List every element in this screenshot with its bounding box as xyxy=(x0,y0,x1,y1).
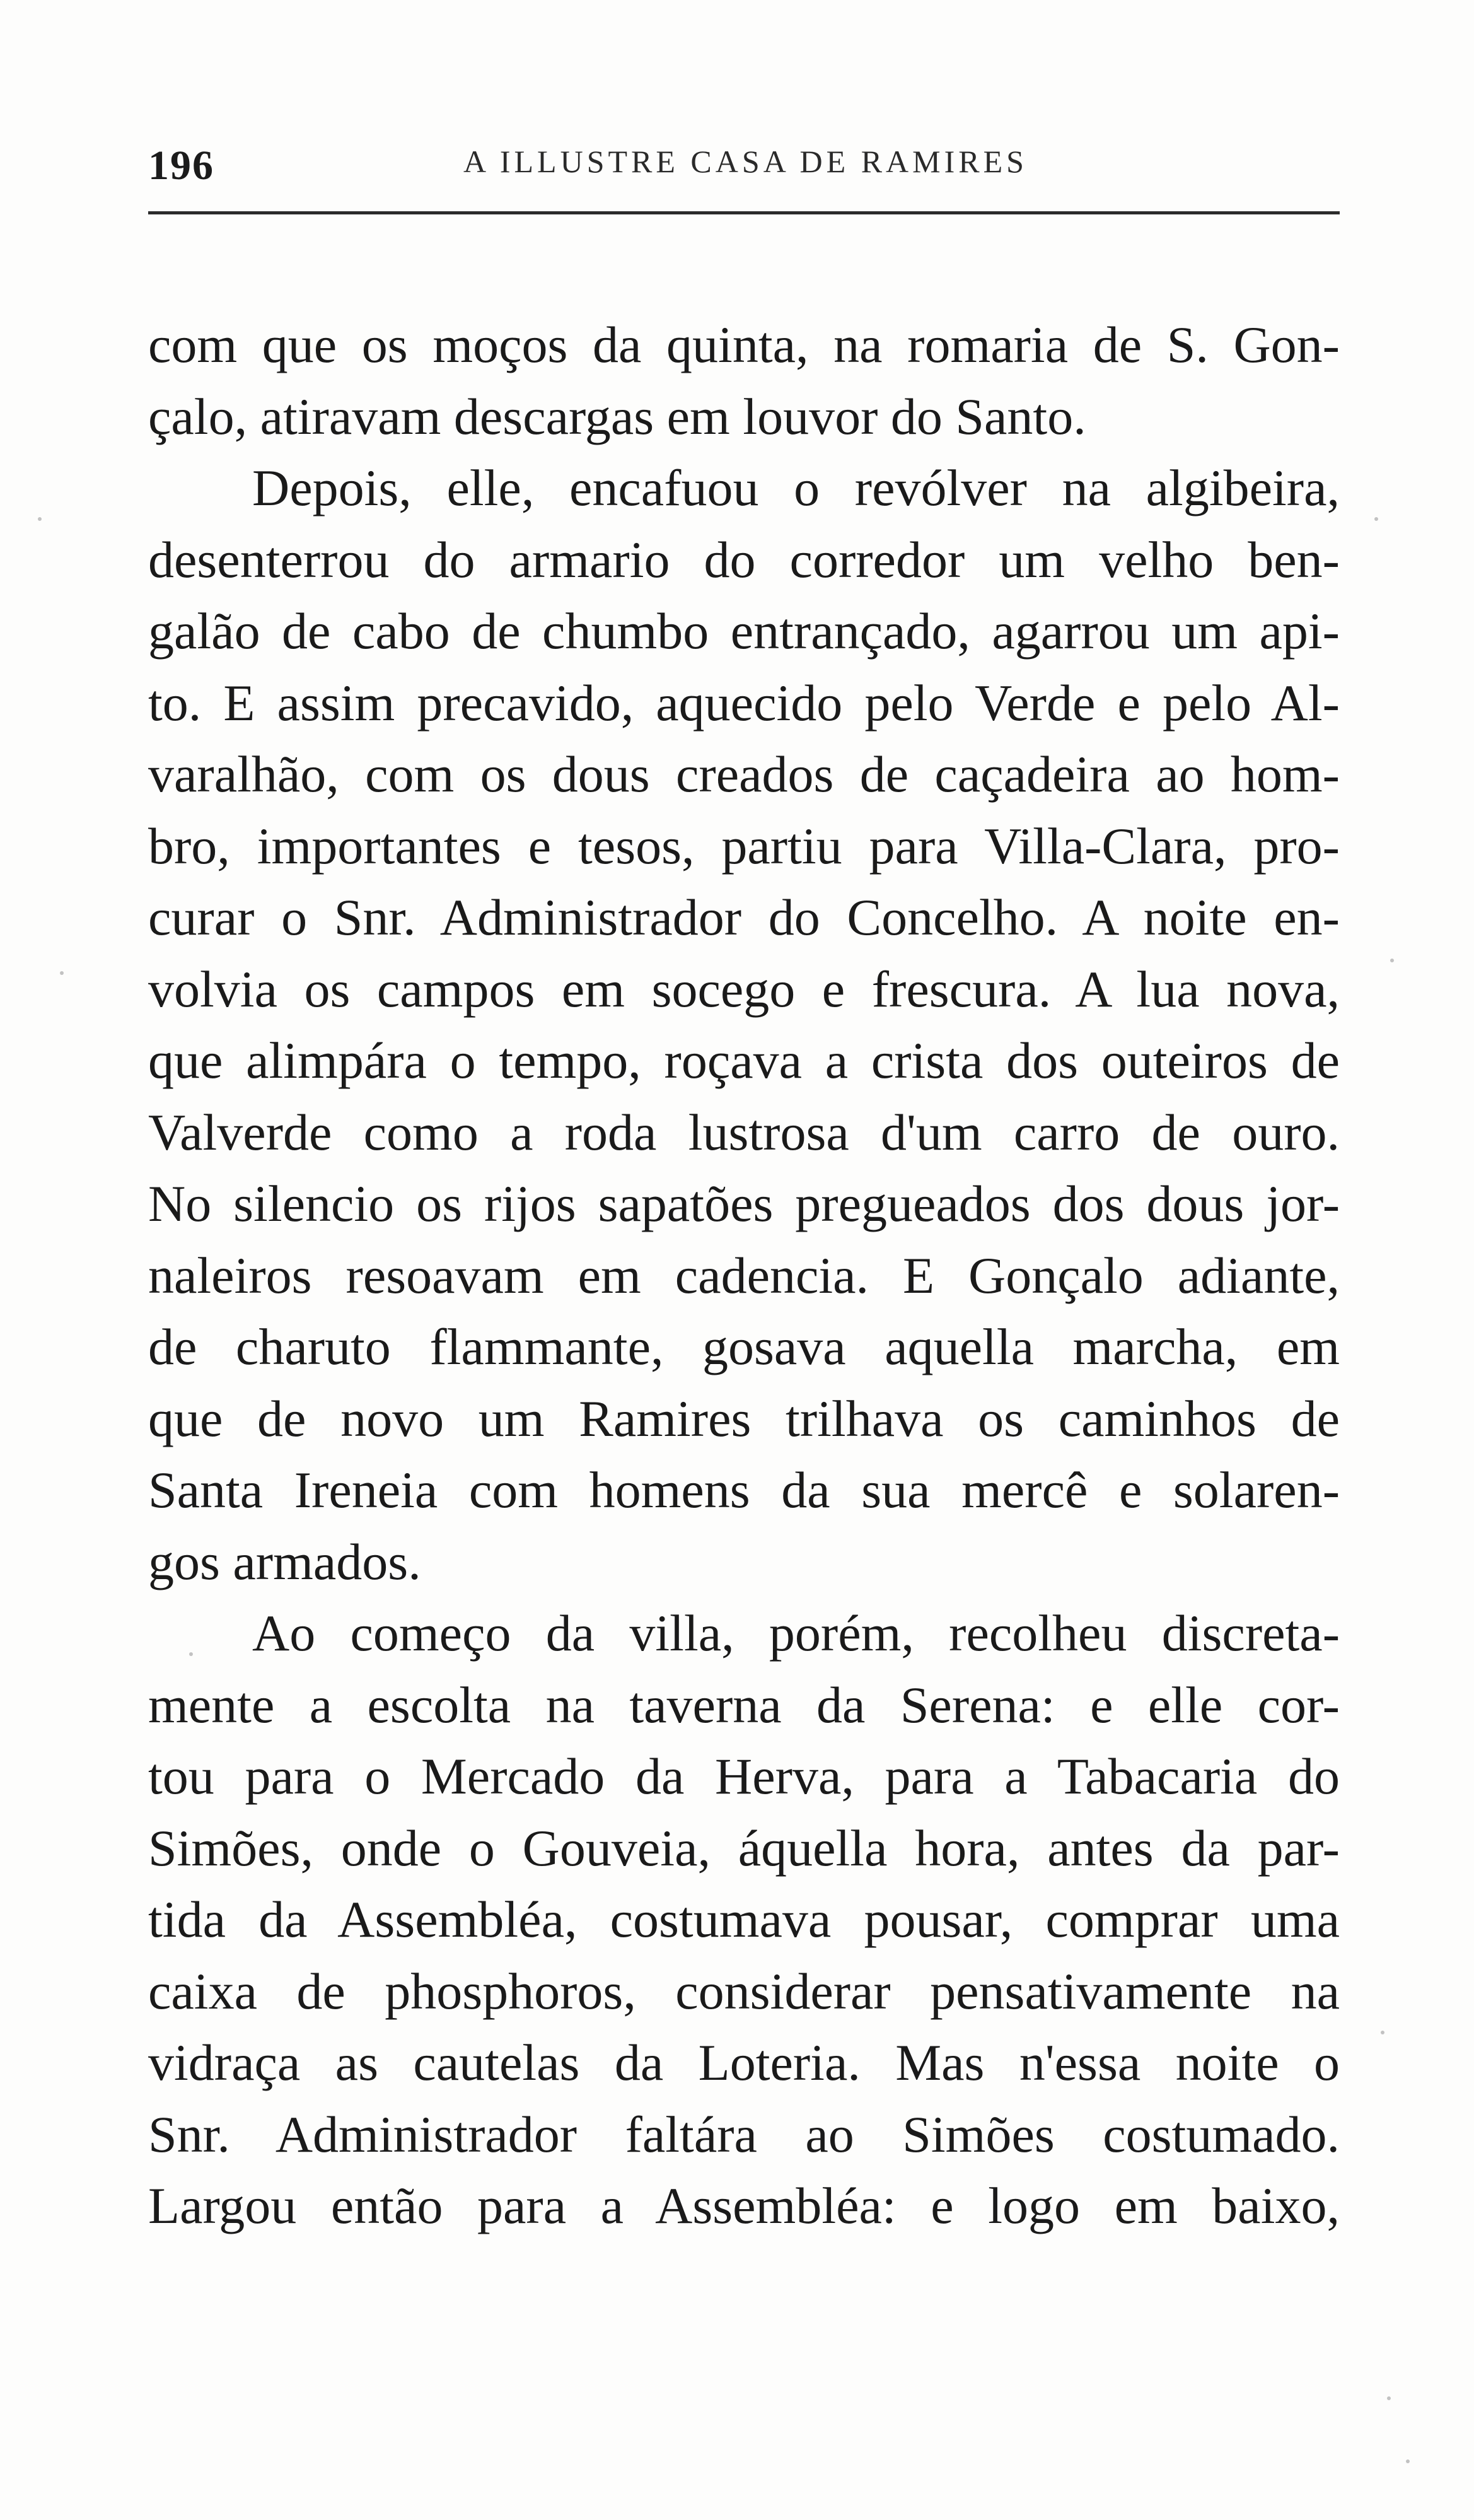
text-line: com que os moços da quinta, na romaria de S. Gon- xyxy=(148,316,1340,373)
text-line: tou para o Mercado da Herva, para a Tabacaria do xyxy=(148,1747,1340,1805)
scan-speck xyxy=(1406,2459,1410,2463)
page-header xyxy=(148,129,1340,189)
text-line: volvia os campos em socego e frescura. A lua nova, xyxy=(148,960,1340,1018)
text-line: Santa Ireneia com homens da sua mercê e solaren- xyxy=(148,1461,1340,1519)
text-line: Simões, onde o Gouveia, áquella hora, antes da par- xyxy=(148,1819,1340,1877)
text-line: galão de cabo de chumbo entrançado, agarrou um api- xyxy=(148,602,1340,660)
text-line: bro, importantes e tesos, partiu para Villa-Clara, pro- xyxy=(148,817,1340,875)
text-line: varalhão, com os dous creados de caçadeira ao hom- xyxy=(148,745,1340,803)
scan-speck xyxy=(189,1652,193,1656)
text-line: caixa de phosphoros, considerar pensativamente na xyxy=(148,1962,1340,2020)
text-line: Valverde como a roda lustrosa d'um carro de ouro. xyxy=(148,1103,1340,1161)
text-line: çalo, atiravam descargas em louvor do Santo. xyxy=(148,387,1086,445)
text-line: que de novo um Ramires trilhava os caminhos de xyxy=(148,1389,1340,1447)
running-title: A ILLUSTRE CASA DE RAMIRES xyxy=(463,144,1028,179)
text-line: naleiros resoavam em cadencia. E Gonçalo adiante, xyxy=(148,1246,1340,1304)
text-line: to. E assim precavido, aquecido pelo Verde e pelo Al- xyxy=(148,674,1340,732)
text-line: gos armados. xyxy=(148,1532,421,1590)
scan-speck xyxy=(38,517,42,521)
text-line: Snr. Administrador faltára ao Simões costumado. xyxy=(148,2105,1340,2163)
text-line: desenterrou do armario do corredor um velho ben- xyxy=(148,530,1340,588)
text-line: Largou então para a Assembléa: e logo em baixo, xyxy=(148,2177,1340,2234)
text-line: que alimpára o tempo, roçava a crista dos outeiros de xyxy=(148,1032,1340,1089)
text-line: Ao começo da villa, porém, recolheu discreta- xyxy=(252,1604,1340,1662)
body-text xyxy=(148,309,1340,2242)
scan-speck xyxy=(60,971,64,975)
text-line: de charuto flammante, gosava aquella marcha, em xyxy=(148,1318,1340,1375)
text-line: No silencio os rijos sapatões pregueados dos dous jor- xyxy=(148,1175,1340,1232)
scan-speck xyxy=(1387,2396,1391,2400)
text-line: curar o Snr. Administrador do Concelho. A noite en- xyxy=(148,889,1340,946)
scan-speck xyxy=(1381,2031,1384,2034)
header-rule xyxy=(148,211,1340,214)
page-number: 196 xyxy=(148,143,214,189)
text-line: tida da Assembléa, costumava pousar, comprar uma xyxy=(148,1891,1340,1948)
text-line: mente a escolta na taverna da Serena: e elle cor- xyxy=(148,1676,1340,1734)
text-line: Depois, elle, encafuou o revólver na algibeira, xyxy=(252,459,1340,516)
scan-speck xyxy=(1374,517,1378,521)
text-line: vidraça as cautelas da Loteria. Mas n'essa noite o xyxy=(148,2034,1340,2091)
scan-speck xyxy=(1390,959,1394,962)
